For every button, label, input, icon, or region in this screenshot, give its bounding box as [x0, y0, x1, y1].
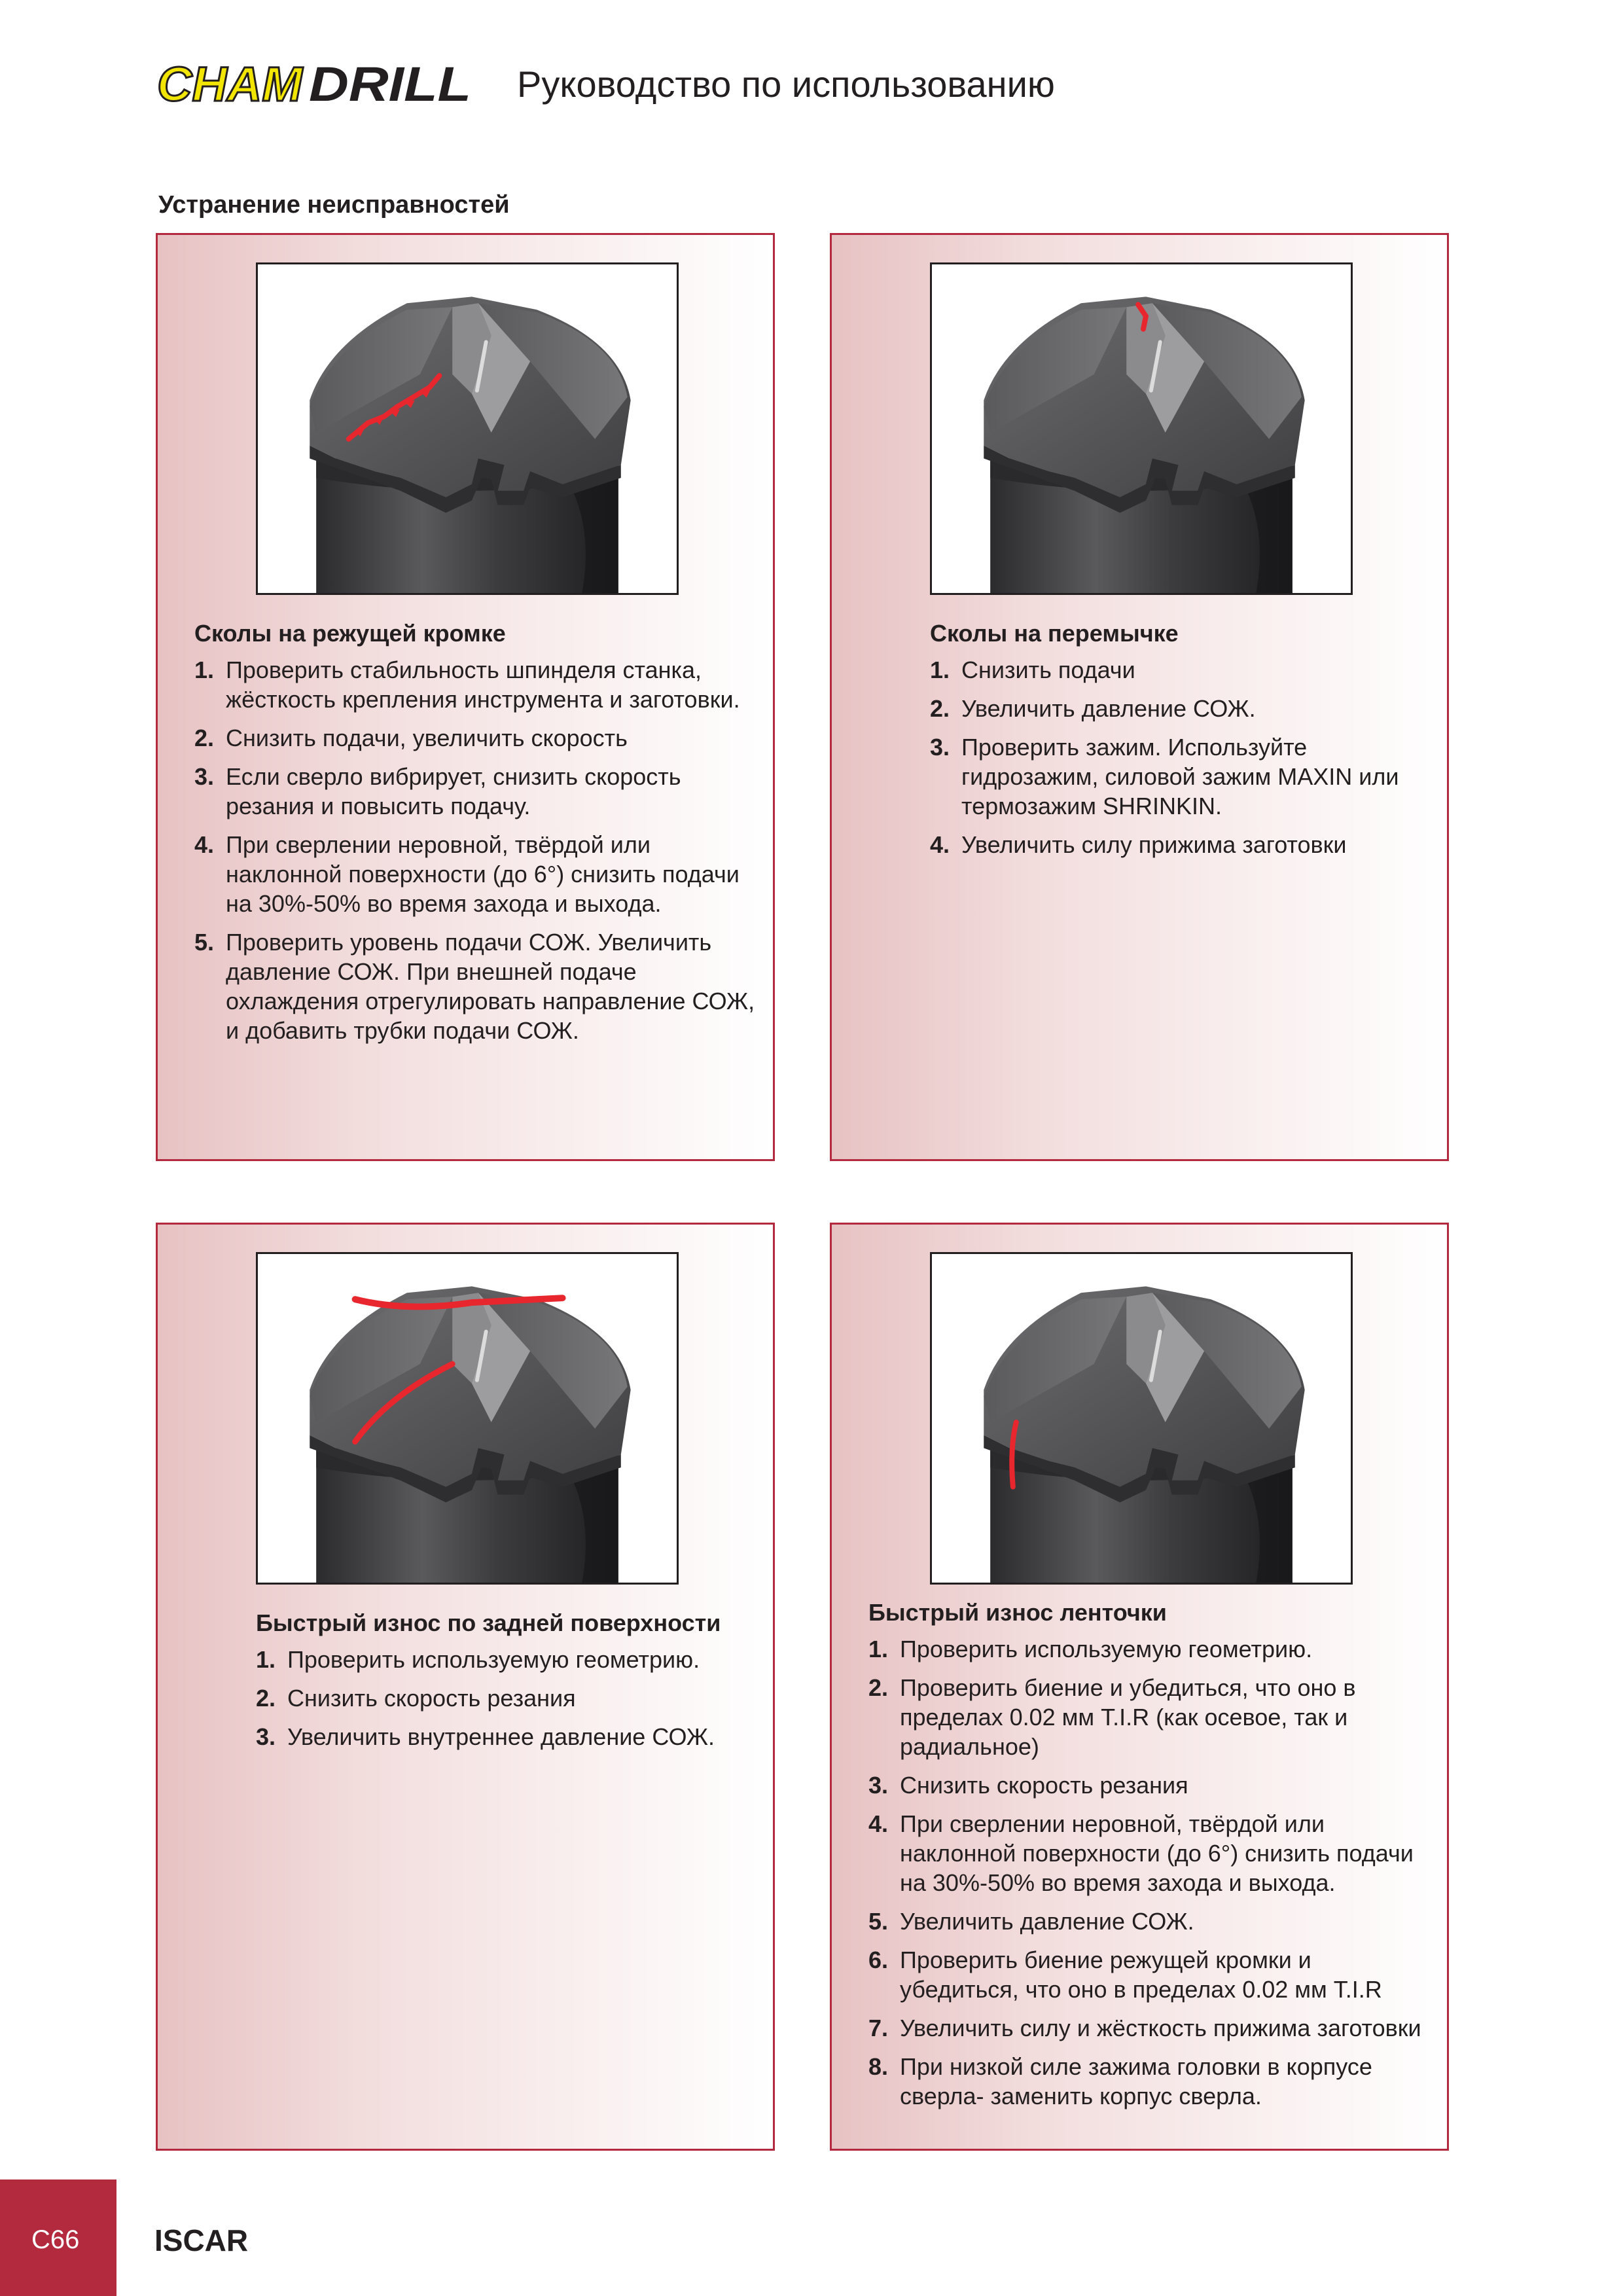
drill-head-photo: [930, 262, 1353, 595]
drill-head-icon: [258, 1254, 677, 1583]
panel-title: Быстрый износ по задней поверхности: [256, 1609, 721, 1636]
steps-list: [194, 655, 757, 1054]
panel-flank-wear: [156, 1223, 775, 2151]
list-item: 1. Проверить используемую геометрию.: [868, 1636, 1313, 1662]
list-item: 3. Увеличить внутреннее давление СОЖ.: [256, 1723, 715, 1750]
drill-head-icon: [258, 264, 677, 593]
panel-web-chipping: [830, 233, 1449, 1161]
list-item: 1. Снизить подачи: [930, 656, 1135, 683]
list-item: 3. Снизить скорость резания: [868, 1772, 1188, 1799]
panel-title: Сколы на перемычке: [930, 620, 1179, 647]
list-item: 8. При низкой силе зажима головки в корпусе сверла- заменить корпус сверла.: [868, 2053, 1372, 2109]
panel-margin-wear: [830, 1223, 1449, 2151]
chamdrill-logo-graphic: [154, 58, 475, 111]
steps-list: [868, 1634, 1431, 2120]
section-title: Устранение неисправностей: [158, 191, 510, 219]
list-item: 7. Увеличить силу и жёсткость прижима заготовки: [868, 2015, 1421, 2041]
list-item: 2. Снизить подачи, увеличить скорость: [194, 725, 628, 751]
list-item: 2. Увеличить давление СОЖ.: [930, 695, 1256, 722]
list-item: 1. Проверить используемую геометрию.: [256, 1646, 700, 1673]
drill-head-photo: [256, 262, 679, 595]
drill-head-photo: [930, 1252, 1353, 1585]
panel-title: Сколы на режущей кромке: [194, 620, 506, 647]
list-item: 4. Увеличить силу прижима заготовки: [930, 831, 1347, 858]
panel-cutting-edge-chipping: [156, 233, 775, 1161]
logo-text-drill: DRILL: [309, 58, 471, 111]
list-item: 3. Если сверло вибрирует, снизить скорость резания и повысить подачу.: [194, 763, 681, 819]
drill-head-icon: [932, 264, 1351, 593]
list-item: 1. Проверить стабильность шпинделя станка, жёсткость крепления инструмента и заготовки.: [194, 656, 740, 713]
list-item: 4. При сверлении неровной, твёрдой или наклонной поверхности (до 6°) снизить подачи на 30%-50% во время захода и выхода.: [868, 1810, 1414, 1896]
list-item: 6. Проверить биение режущей кромки и убедиться, что оно в пределах 0.02 мм T.I.R: [868, 1946, 1382, 2003]
logo-text-cham: CHAM: [157, 58, 304, 111]
brand-name: ISCAR: [154, 2223, 249, 2257]
page-title: Руководство по использованию: [517, 63, 1055, 105]
list-item: 5. Проверить уровень подачи СОЖ. Увеличить давление СОЖ. При внешней подаче охлаждения отрегулировать направление СОЖ, и добавить трубки подачи СОЖ.: [194, 929, 755, 1044]
list-item: 2. Снизить скорость резания: [256, 1685, 576, 1712]
steps-list: [256, 1645, 753, 1761]
list-item: 2. Проверить биение и убедиться, что оно в пределах 0.02 мм T.I.R (как осевое, так и радиальное): [868, 1674, 1356, 1760]
panel-title: Быстрый износ ленточки: [868, 1599, 1167, 1626]
drill-head-photo: [256, 1252, 679, 1585]
steps-list: [930, 655, 1427, 869]
chamdrill-logo: [154, 58, 475, 111]
drill-head-icon: [932, 1254, 1351, 1583]
list-item: 4. При сверлении неровной, твёрдой или наклонной поверхности (до 6°) снизить подачи на 30%-50% во время захода и выхода.: [194, 831, 740, 917]
page-number: C66: [31, 2225, 80, 2254]
list-item: 5. Увеличить давление СОЖ.: [868, 1908, 1194, 1935]
list-item: 3. Проверить зажим. Используйте гидрозажим, силовой зажим MAXIN или термозажим SHRINKIN.: [930, 734, 1399, 819]
